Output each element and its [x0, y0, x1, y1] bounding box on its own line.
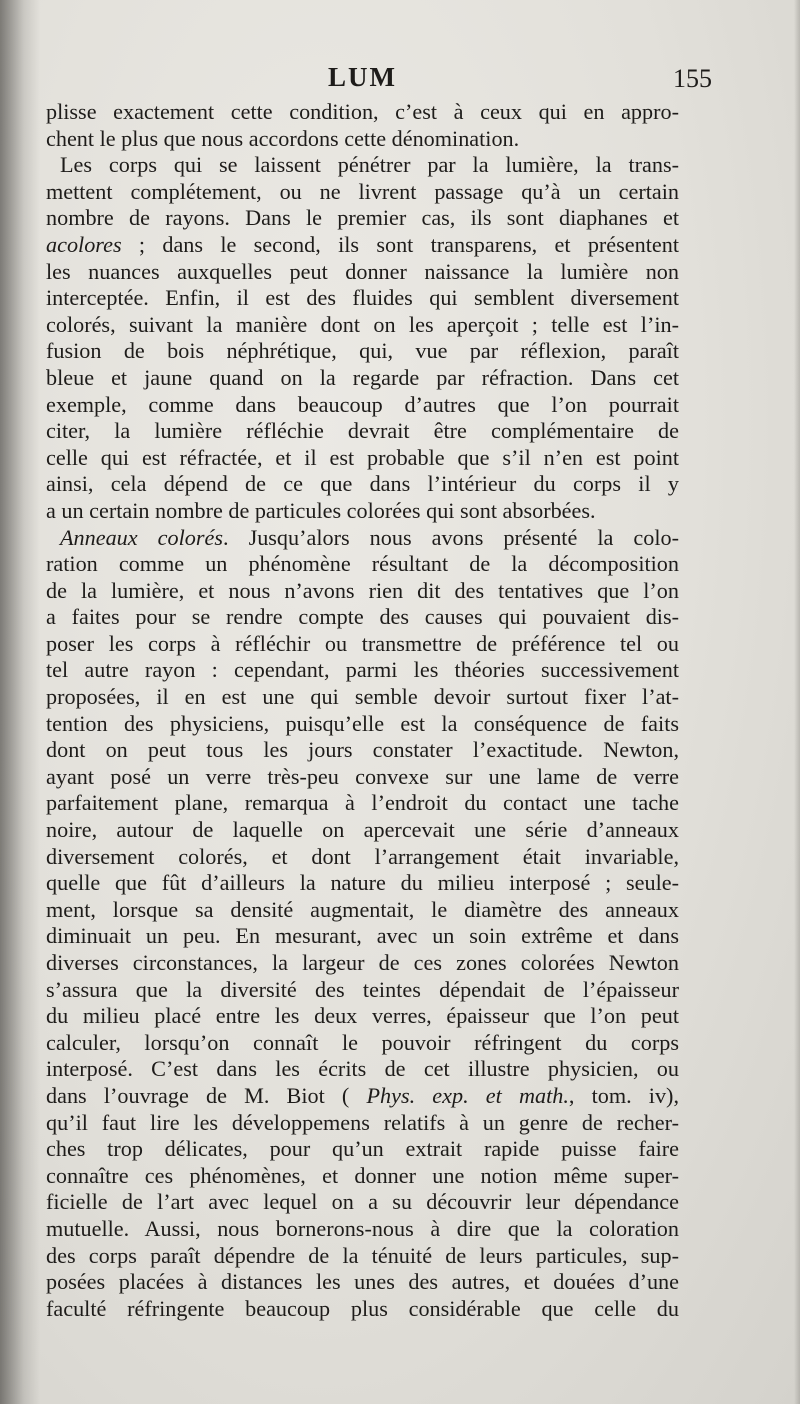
text-line: poser les corps à réfléchir ou transmettre de préférence tel ou: [46, 630, 679, 656]
text-line: celle qui est réfractée, et il est probable que s’il n’en est point: [46, 444, 679, 470]
text-line: dont on peut tous les jours constater l’exactitude. Newton,: [46, 737, 679, 763]
text-line: diverses circonstances, la largeur de ces zones colorées Newton: [46, 950, 679, 975]
text-line: exemple, comme dans beaucoup d’autres que l’on pourrait: [46, 391, 679, 417]
text-line: [46, 232, 679, 259]
text-line: tel autre rayon : cependant, parmi les théories successivement: [46, 657, 679, 683]
running-head: LUM: [328, 62, 397, 92]
text-line: noire, autour de laquelle on apercevait une série d’anneaux: [46, 817, 679, 843]
text-line: fusion de bois néphrétique, qui, vue par réflexion, paraît: [46, 338, 679, 364]
text-line: interposé. C’est dans les écrits de cet illustre physicien, ou: [46, 1056, 679, 1082]
text-segment: . Jusqu’alors nous avons présenté la colo-: [222, 524, 679, 550]
text-line: ches trop délicates, pour qu’un extrait rapide puisse faire: [46, 1136, 679, 1162]
text-line: ration comme un phénomène résultant de la décomposition: [46, 551, 679, 577]
text-line: [46, 525, 679, 552]
text-line: ayant posé un verre très-peu convexe sur une lame de verre: [46, 763, 679, 789]
text-line: ment, lorsque sa densité augmentait, le diamètre des anneaux: [46, 896, 679, 922]
text-line: Les corps qui se laissent pénétrer par la lumière, la trans-: [60, 152, 679, 178]
text-line: mettent complétement, ou ne livrent passage qu’à un certain: [46, 178, 679, 204]
text-line: chent le plus que nous accordons cette dénomination.: [46, 125, 520, 151]
text-line: colorés, suivant la manière dont on les aperçoit ; telle est l’in-: [46, 311, 679, 337]
text-line: parfaitement plane, remarqua à l’endroit du contact une tache: [46, 790, 679, 816]
italic-text: Anneaux colorés: [60, 524, 223, 550]
binding-shadow: [0, 0, 40, 1404]
text-line: tention des physiciens, puisqu’elle est la conséquence de faits: [46, 710, 679, 736]
text-line: de la lumière, et nous n’avons rien dit des tentatives que l’on: [46, 577, 679, 603]
text-line: les nuances auxquelles peut donner naissance la lumière non: [46, 258, 679, 284]
text-line: diminuait un peu. En mesurant, avec un soin extrême et dans: [46, 923, 679, 949]
italic-text: Phys. exp. et math.: [366, 1082, 569, 1108]
text-line: faculté réfringente beaucoup plus considérable que celle du: [46, 1295, 679, 1321]
page-number: 155: [673, 64, 712, 93]
text-line: nombre de rayons. Dans le premier cas, ils sont diaphanes et: [46, 205, 679, 231]
text-line: a un certain nombre de particules colorées qui sont absorbées.: [46, 497, 596, 523]
text-line: des corps paraît dépendre de la ténuité de leurs particules, sup-: [46, 1242, 679, 1268]
text-line: plisse exactement cette condition, c’est à ceux qui en appro-: [46, 99, 679, 124]
text-segment: ; dans le second, ils sont transparens, et présentent: [121, 231, 679, 257]
text-line: interceptée. Enfin, il est des fluides qui semblent diversement: [46, 285, 679, 311]
text-line: calculer, lorsqu’on connaît le pouvoir réfringent du corps: [46, 1029, 679, 1055]
text-line: diversement colorés, et dont l’arrangement était invariable,: [46, 843, 679, 869]
text-segment: , tom. iv),: [568, 1082, 679, 1108]
text-segment: dans l’ouvrage de M. Biot (: [46, 1082, 367, 1108]
text-line: citer, la lumière réfléchie devrait être complémentaire de: [46, 418, 679, 444]
text-line: qu’il faut lire les développemens relatifs à un genre de recher-: [46, 1109, 679, 1135]
italic-text: acolores: [46, 231, 122, 257]
text-line: ainsi, cela dépend de ce que dans l’intérieur du corps il y: [46, 471, 679, 497]
page-edge: [794, 0, 800, 1404]
text-line: s’assura que la diversité des teintes dépendait de l’épaisseur: [46, 976, 679, 1002]
text-line: quelle que fût d’ailleurs la nature du milieu interposé ; seule-: [46, 870, 679, 896]
text-line: a faites pour se rendre compte des causes qui pouvaient dis-: [46, 604, 679, 630]
text-line: du milieu placé entre les deux verres, épaisseur que l’on peut: [46, 1003, 679, 1029]
text-line: ficielle de l’art avec lequel on a su découvrir leur dépendance: [46, 1189, 679, 1215]
text-line: mutuelle. Aussi, nous bornerons-nous à dire que la coloration: [46, 1215, 679, 1241]
text-line: [46, 1083, 679, 1110]
text-line: connaître ces phénomènes, et donner une notion même super-: [46, 1162, 679, 1188]
text-line: proposées, il en est une qui semble devoir surtout fixer l’at-: [46, 684, 679, 710]
text-line: posées placées à distances les unes des autres, et douées d’une: [46, 1269, 679, 1295]
body-text: [46, 99, 679, 1322]
text-line: bleue et jaune quand on la regarde par réfraction. Dans cet: [46, 364, 679, 390]
page-header: [60, 62, 710, 98]
